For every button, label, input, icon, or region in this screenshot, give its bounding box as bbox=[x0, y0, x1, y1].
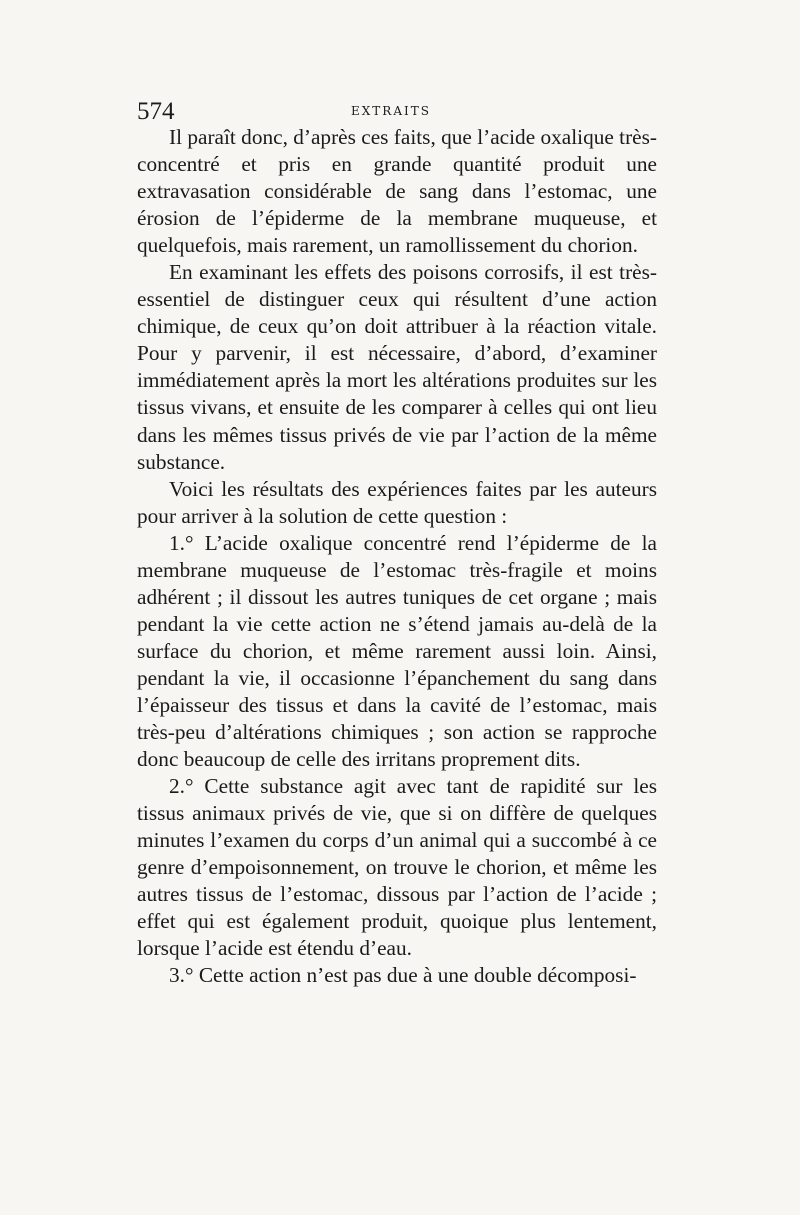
item-text: L’acide oxalique concentré rend l’épiderme de la membrane muqueuse de l’estomac très-fragile et moins adhérent ; il dissout les autres tuniques de cet organe ; mais pendant la vie cette action ne s’étend jamais au-delà de la surface du chorion, et même rarement aussi loin. Ainsi, pendant la vie, il occasionne l’épanchement du sang dans l’épaisseur des tissus et dans la cavité de l’estomac, mais très-peu d’altérations chimiques ; son action se rapproche donc beaucoup de celle des irritans proprement dits. bbox=[137, 530, 657, 772]
page-header bbox=[137, 98, 657, 124]
numbered-item bbox=[137, 773, 657, 962]
numbered-item bbox=[137, 530, 657, 773]
paragraph: Il paraît donc, d’après ces faits, que l’acide oxalique très-concentré et pris en grande quantité produit une extravasation considérable de sang dans l’estomac, une érosion de l’épiderme de la membrane muqueuse, et quelquefois, mais rarement, un ramollissement du chorion. bbox=[137, 125, 657, 258]
numbered-item bbox=[137, 962, 657, 989]
item-number: 1.° bbox=[169, 530, 194, 555]
paragraph: En examinant les effets des poisons corrosifs, il est très-essentiel de distinguer ceux qui résultent d’une action chimique, de ceux qu’on doit attribuer à la réaction vitale. Pour y parvenir, il est nécessaire, d’abord, d’examiner immédiatement après la mort les altérations produites sur les tissus vivans, et ensuite de les comparer à celles qui ont lieu dans les mêmes tissus privés de vie par l’action de la même substance. bbox=[137, 260, 657, 474]
running-head: EXTRAITS bbox=[351, 104, 431, 118]
page-number: 574 bbox=[137, 98, 175, 125]
item-text: Cette substance agit avec tant de rapidité sur les tissus animaux privés de vie, que si on diffère de quelques minutes l’examen du corps d’un animal qui a succombé à ce genre d’empoisonnement, on trouve le chorion, et même les autres tissus de l’estomac, dissous par l’action de l’acide ; effet qui est également produit, quoique plus lentement, lorsque l’acide est étendu d’eau. bbox=[137, 774, 658, 961]
paragraph: Voici les résultats des expériences faites par les auteurs pour arriver à la solution de cette question : bbox=[137, 476, 657, 528]
item-number: 2.° bbox=[169, 774, 194, 799]
page-body bbox=[137, 124, 657, 990]
item-text: Cette action n’est pas due à une double décomposi- bbox=[198, 963, 637, 988]
item-number: 3.° bbox=[169, 963, 194, 988]
